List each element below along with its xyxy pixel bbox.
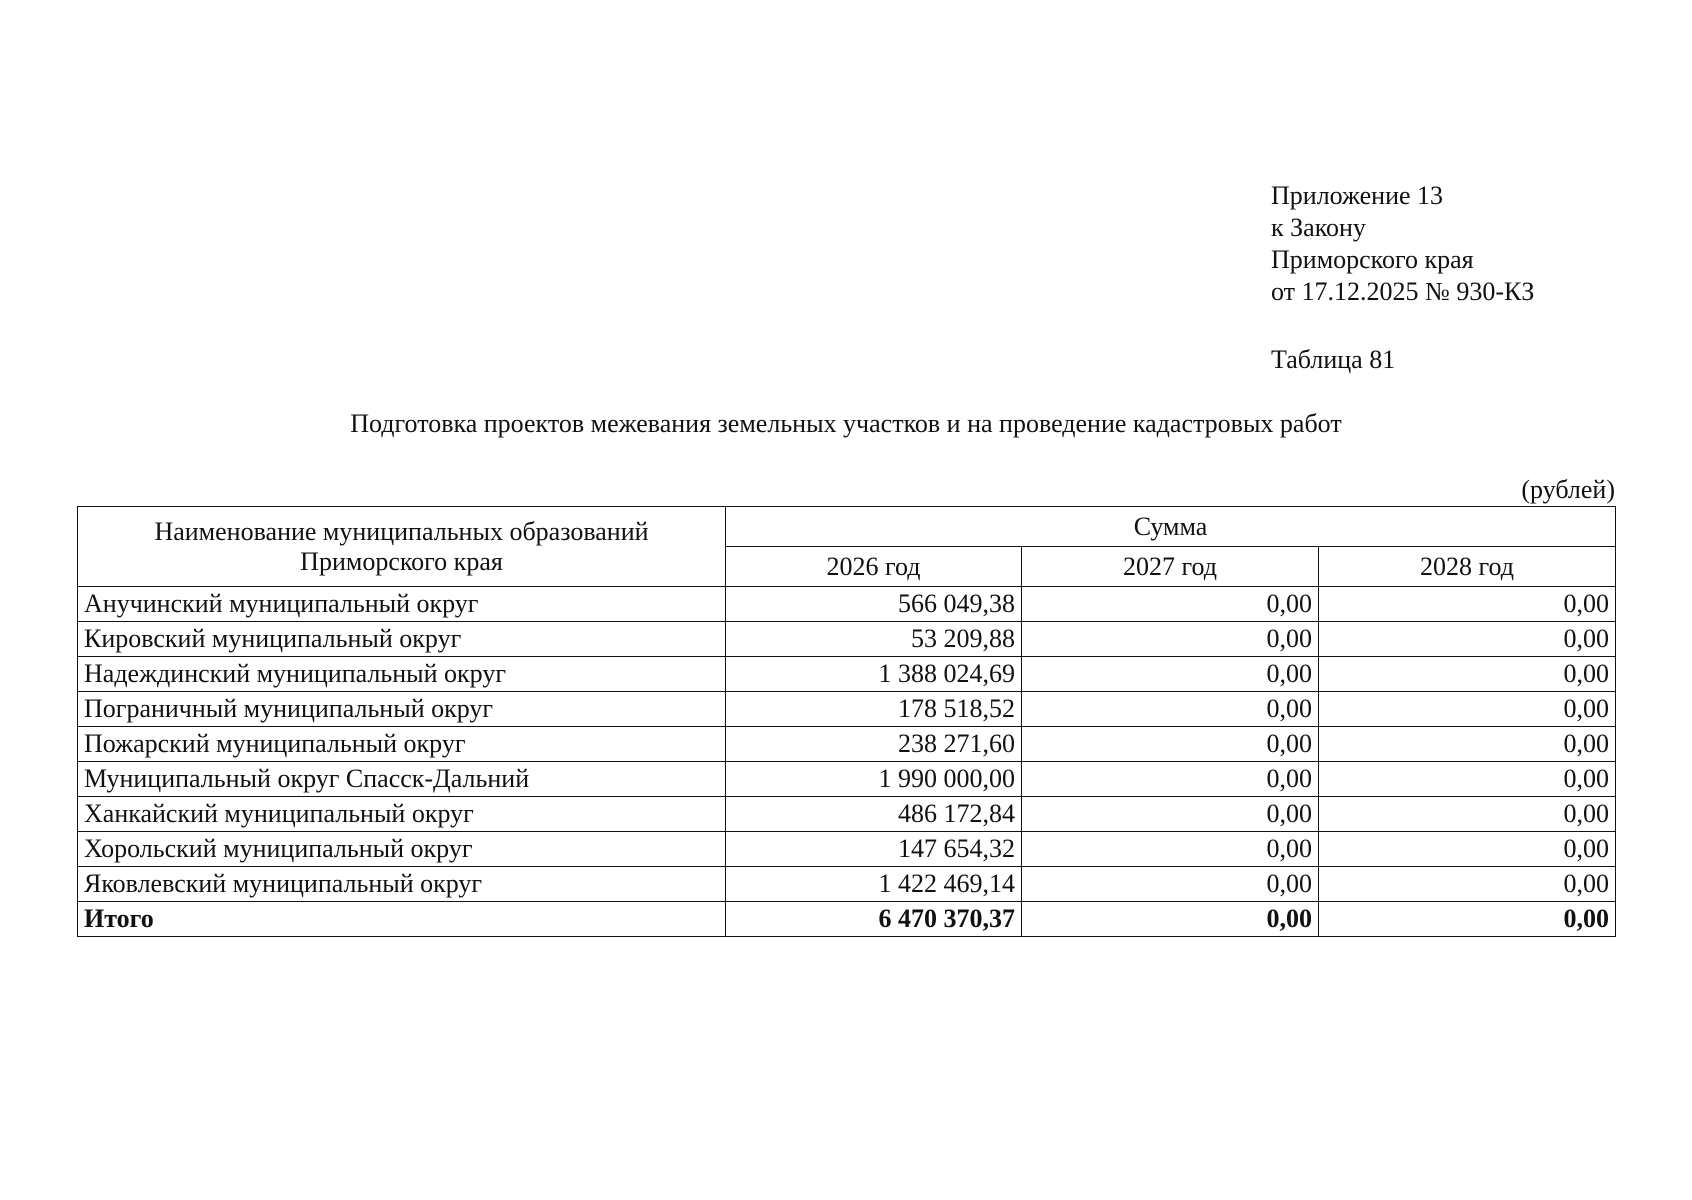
amount-2026: 486 172,84 [726, 797, 1022, 832]
amount-2028: 0,00 [1319, 657, 1616, 692]
amount-2026: 1 990 000,00 [726, 762, 1022, 797]
amount-2026: 1 388 024,69 [726, 657, 1022, 692]
amount-2027: 0,00 [1022, 727, 1319, 762]
municipality-name: Анучинский муниципальный округ [78, 587, 726, 622]
appendix-region: Приморского края [1271, 245, 1474, 274]
total-2027: 0,00 [1022, 902, 1319, 937]
amount-2028: 0,00 [1319, 587, 1616, 622]
table-row [78, 622, 1616, 657]
municipality-name: Кировский муниципальный округ [78, 622, 726, 657]
municipality-name: Хорольский муниципальный округ [78, 832, 726, 867]
amount-2028: 0,00 [1319, 832, 1616, 867]
appendix-law-ref: к Закону [1271, 213, 1366, 242]
header-year-2026: 2026 год [726, 547, 1022, 587]
table-row [78, 587, 1616, 622]
header-name-line2: Приморского края [300, 546, 503, 576]
total-2026: 6 470 370,37 [726, 902, 1022, 937]
amount-2026: 238 271,60 [726, 727, 1022, 762]
appendix-date-number: от 17.12.2025 № 930-КЗ [1271, 277, 1535, 306]
amount-2028: 0,00 [1319, 727, 1616, 762]
amount-2026: 1 422 469,14 [726, 867, 1022, 902]
amount-2026: 178 518,52 [726, 692, 1022, 727]
amount-2027: 0,00 [1022, 657, 1319, 692]
table-body [78, 587, 1616, 937]
table-row [78, 727, 1616, 762]
amount-2026: 147 654,32 [726, 832, 1022, 867]
amount-2026: 53 209,88 [726, 622, 1022, 657]
header-year-2027: 2027 год [1022, 547, 1319, 587]
municipality-name: Муниципальный округ Спасск-Дальний [78, 762, 726, 797]
total-row [78, 902, 1616, 937]
amount-2027: 0,00 [1022, 622, 1319, 657]
table-header [78, 507, 1616, 587]
amount-2027: 0,00 [1022, 867, 1319, 902]
amount-2028: 0,00 [1319, 762, 1616, 797]
amount-2027: 0,00 [1022, 762, 1319, 797]
appendix-block [1271, 180, 1534, 308]
table-row [78, 832, 1616, 867]
municipality-name: Ханкайский муниципальный округ [78, 797, 726, 832]
amount-2027: 0,00 [1022, 797, 1319, 832]
amount-2027: 0,00 [1022, 692, 1319, 727]
table-row [78, 692, 1616, 727]
amount-2027: 0,00 [1022, 832, 1319, 867]
municipality-name: Яковлевский муниципальный округ [78, 867, 726, 902]
budget-table [77, 506, 1616, 937]
amount-2028: 0,00 [1319, 867, 1616, 902]
total-2028: 0,00 [1319, 902, 1616, 937]
table-row [78, 657, 1616, 692]
table-number: Таблица 81 [1271, 345, 1396, 374]
municipality-name: Пограничный муниципальный округ [78, 692, 726, 727]
units-label: (рублей) [1521, 475, 1615, 504]
table-row [78, 762, 1616, 797]
amount-2028: 0,00 [1319, 622, 1616, 657]
header-sum: Сумма [726, 507, 1616, 547]
amount-2028: 0,00 [1319, 692, 1616, 727]
table-row [78, 797, 1616, 832]
table-row [78, 867, 1616, 902]
appendix-number: Приложение 13 [1271, 181, 1444, 210]
header-name-line1: Наименование муниципальных образований [154, 516, 649, 546]
amount-2028: 0,00 [1319, 797, 1616, 832]
document-title: Подготовка проектов межевания земельных участков и на проведение кадастровых работ [350, 409, 1342, 438]
municipality-name: Пожарский муниципальный округ [78, 727, 726, 762]
amount-2027: 0,00 [1022, 587, 1319, 622]
header-year-2028: 2028 год [1319, 547, 1616, 587]
amount-2026: 566 049,38 [726, 587, 1022, 622]
total-label: Итого [78, 902, 726, 937]
header-name-cell [78, 507, 726, 587]
municipality-name: Надеждинский муниципальный округ [78, 657, 726, 692]
